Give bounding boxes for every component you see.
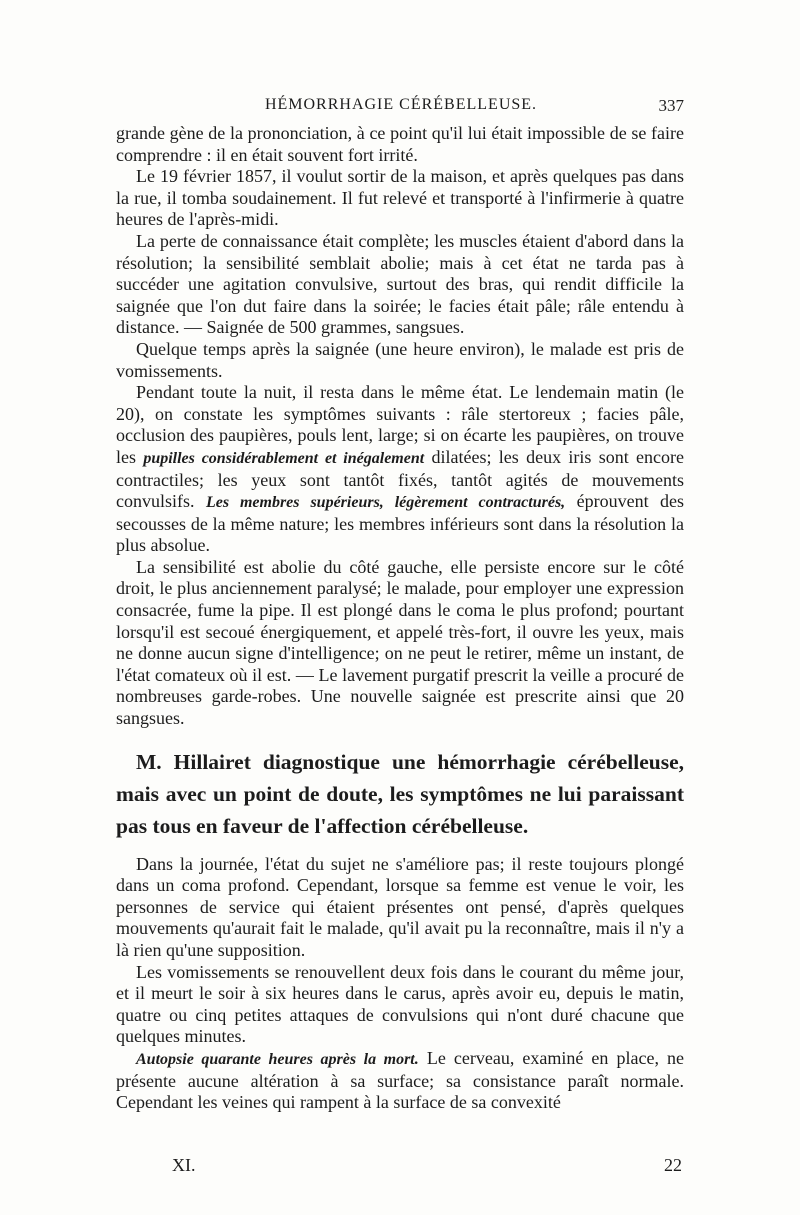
sheet-number: 22	[664, 1155, 682, 1175]
paragraph-5-part-c: dilatées; les deux iris sont encore contractiles; les yeux sont tantôt fixés, tantôt agités de mouvements convulsifs.	[116, 446, 684, 512]
paragraph-10	[116, 1048, 684, 1114]
paragraph-2: Le 19 février 1857, il voulut sortir de la maison, et après quelques pas dans la rue, il tomba soudainement. Il fut relevé et transporté à l'infirmerie à quatre heures de l'après-midi.	[116, 166, 684, 230]
body-text	[116, 123, 684, 1114]
paragraph-5-emphasis-pupils: pupilles considérablement et inégalement	[143, 449, 425, 467]
paragraph-8: Dans la journée, l'état du sujet ne s'améliore pas; il reste toujours plongé dans un coma profond. Cependant, lorsque sa femme est venue le voir, les personnes de service qui étaient présentes ont pensé, d'après quelques mouvements qu'aurait fait le malade, qu'il avait pu la reconnaître, mais il n'y a là rien qu'une supposition.	[116, 853, 684, 960]
paragraph-5-emphasis-limbs: Les membres supérieurs, légèrement contracturés,	[205, 494, 566, 512]
paragraph-5-part-e: éprouvent des secousses de la même nature; les membres inférieurs sont dans la résolution la plus absolue.	[116, 491, 685, 556]
page-footer	[172, 1155, 682, 1179]
running-title: HÉMORRHAGIE CÉRÉBELLEUSE.	[264, 96, 538, 113]
paragraph-4: Quelque temps après la saignée (une heure environ), le malade est pris de vomissements.	[116, 338, 684, 381]
paragraph-5-part-a: Pendant toute la nuit, il resta dans le même état. Le lendemain matin (le 20), on constate les symptômes suivants : râle stertoreux ; facies pâle, occlusion des paupières, pouls lent, large; si on écarte les paupières, on trouve les	[116, 382, 684, 467]
page-number: 337	[658, 96, 684, 115]
paragraph-9: Les vomissements se renouvellent deux fois dans le courant du même jour, et il meurt le soir à six heures dans le carus, après avoir eu, depuis le matin, quatre ou cinq petites attaques de convulsions qui n'ont duré chacune que quelques minutes.	[116, 961, 684, 1047]
paragraph-5	[116, 382, 684, 557]
running-head	[118, 96, 684, 122]
diagnosis-paragraph: M. Hillairet diagnostique une hémorrhagie cérébelleuse, mais avec un point de doute, les symptômes ne lui paraissant pas tous en faveur de l'affection cérébelleuse.	[116, 749, 684, 838]
paragraph-1: grande gène de la prononciation, à ce point qu'il lui était impossible de se faire comprendre : il en était souvent fort irrité.	[116, 123, 684, 165]
paragraph-6: La sensibilité est abolie du côté gauche, elle persiste encore sur le côté droit, le plus anciennement paralysé; le malade, pour employer une expression consacrée, fume la pipe. Il est plongé dans le coma le plus profond; pourtant lorsqu'il est secoué énergiquement, et appelé très-fort, il ouvre les yeux, mais ne donne aucun signe d'intelligence; on ne peut le retirer, même un instant, de l'état comateux où il est. — Le lavement purgatif prescrit la veille a procuré de nombreuses garde-robes. Une nouvelle saignée est prescrite ainsi que 20 sangsues.	[116, 556, 684, 729]
paragraph-3: La perte de connaissance était complète; les muscles étaient d'abord dans la résolution; la sensibilité semblait abolie; mais à cet état ne tarda pas à succéder une agitation convulsive, surtout des bras, qui rendit difficile la saignée que l'on dut faire dans la soirée; le facies était pâle; râle entendu à distance. — Saignée de 500 grammes, sangsues.	[116, 230, 684, 338]
signature-mark: XI.	[172, 1155, 196, 1175]
paragraph-10-text: Le cerveau, examiné en place, ne présente aucune altération à sa surface; sa consistance paraît normale. Cependant les veines qui rampent à la surface de sa convexité	[116, 1047, 685, 1113]
autopsy-heading: Autopsie quarante heures après la mort.	[136, 1050, 419, 1068]
